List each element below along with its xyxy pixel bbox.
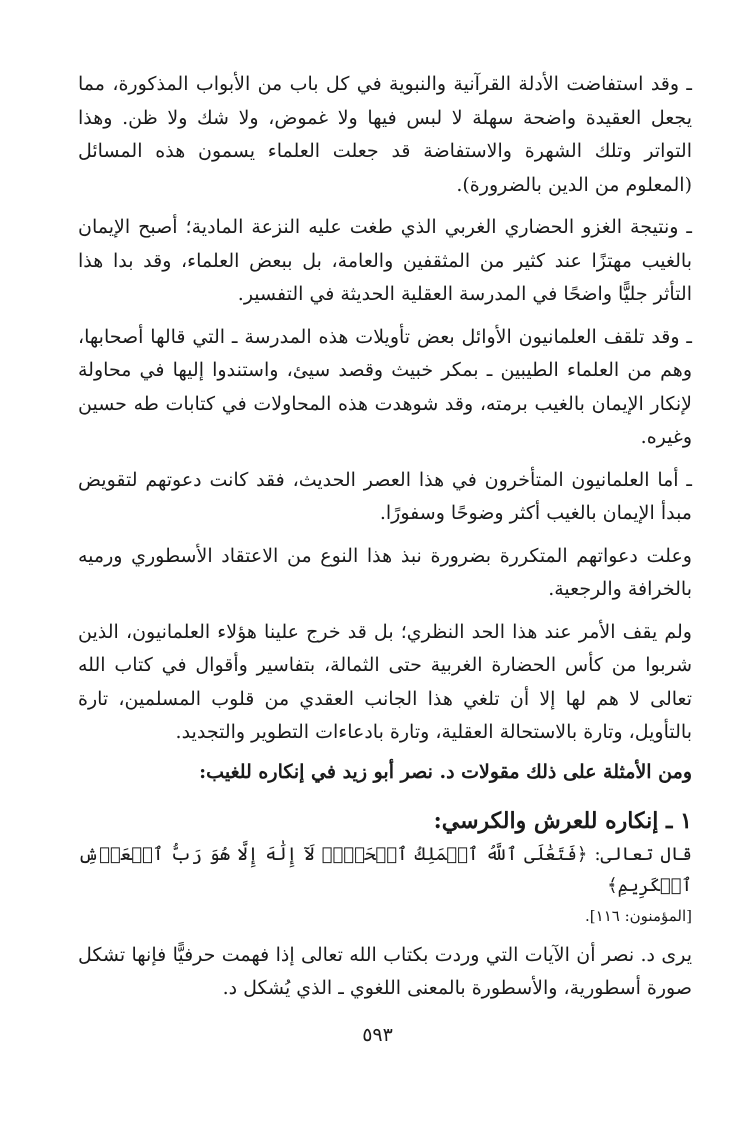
paragraph-6: ولم يقف الأمر عند هذا الحد النظري؛ بل قد خرج علينا هؤلاء العلمانيون، الذين شربوا من كأس الحضارة الغربية حتى الثمالة، بتفاسير وأقوال في كتاب الله تعالى لا هم لها إلا أن تلغي هذا الجانب العقدي من قلوب المسلمين، تارة بالتأويل، وتارة بالاستحالة العقلية، وتارة بادعاءات التطوير والتجديد. bbox=[78, 620, 692, 743]
paragraph-4: ـ أما العلمانيون المتأخرون في هذا العصر الحديث، فقد كانت دعوتهم لتقويض مبدأ الإيمان بالغيب أكثر وضوحًا وسفورًا. bbox=[78, 468, 692, 524]
paragraph-5: وعلت دعواتهم المتكررة بضرورة نبذ هذا النوع من الاعتقاد الأسطوري ورميه بالخرافة والرجعية. bbox=[78, 544, 692, 600]
verse-line bbox=[78, 839, 692, 901]
quran-verse: ﴿فَتَعَٰلَى ٱللَّهُ ٱلۡمَلِكُ ٱلۡحَقُّۖ لَآ إِلَٰهَ إِلَّا هُوَ رَبُّ ٱلۡعَرۡشِ ٱلۡكَرِيمِ﴾ bbox=[78, 843, 692, 896]
section-heading: ١ ـ إنكاره للعرش والكرسي: bbox=[433, 807, 692, 834]
paragraph-3: ـ وقد تلقف العلمانيون الأوائل بعض تأويلات هذه المدرسة ـ التي قالها أصحابها، وهم من العلماء الطيبين ـ بمكر خبيث وقصد سيئ، واستندوا إليها في محاولة لإنكار الإيمان بالغيب برمته، وقد شوهدت هذه المحاولات في كتابات طه حسين وغيره. bbox=[78, 325, 692, 448]
paragraph-2: ـ ونتيجة الغزو الحضاري الغربي الذي طغت عليه النزعة المادية؛ أصبح الإيمان بالغيب مهتزًا عند كثير من المثقفين والعامة، بل ببعض العلماء، وقد بدا هذا التأثر جليًّا واضحًا في المدرسة العقلية الحديثة في التفسير. bbox=[78, 216, 692, 305]
page-body bbox=[78, 68, 692, 1015]
verse-intro: قال تعالى: bbox=[594, 843, 692, 865]
paragraph-7: يرى د. نصر أن الآيات التي وردت بكتاب الله تعالى إذا فهمت حرفيًّا فإنها تشكل صورة أسطورية، والأسطورة بالمعنى اللغوي ـ الذي يُشكل د. bbox=[78, 943, 692, 999]
examples-lead-in: ومن الأمثلة على ذلك مقولات د. نصر أبو زيد في إنكاره للغيب: bbox=[199, 760, 692, 783]
verse-reference: [المؤمنون: ١١٦]. bbox=[585, 906, 692, 925]
paragraph-1: ـ وقد استفاضت الأدلة القرآنية والنبوية في كل باب من الأبواب المذكورة، مما يجعل العقيدة واضحة سهلة لا لبس فيها ولا غموض، ولا شك ولا ظن. وهذا التواتر وتلك الشهرة والاستفاضة قد جعلت العلماء يسمون هذه المسائل (المعلوم من الدين بالضرورة). bbox=[78, 73, 692, 196]
page-number: ٥٩٣ bbox=[362, 1024, 393, 1046]
